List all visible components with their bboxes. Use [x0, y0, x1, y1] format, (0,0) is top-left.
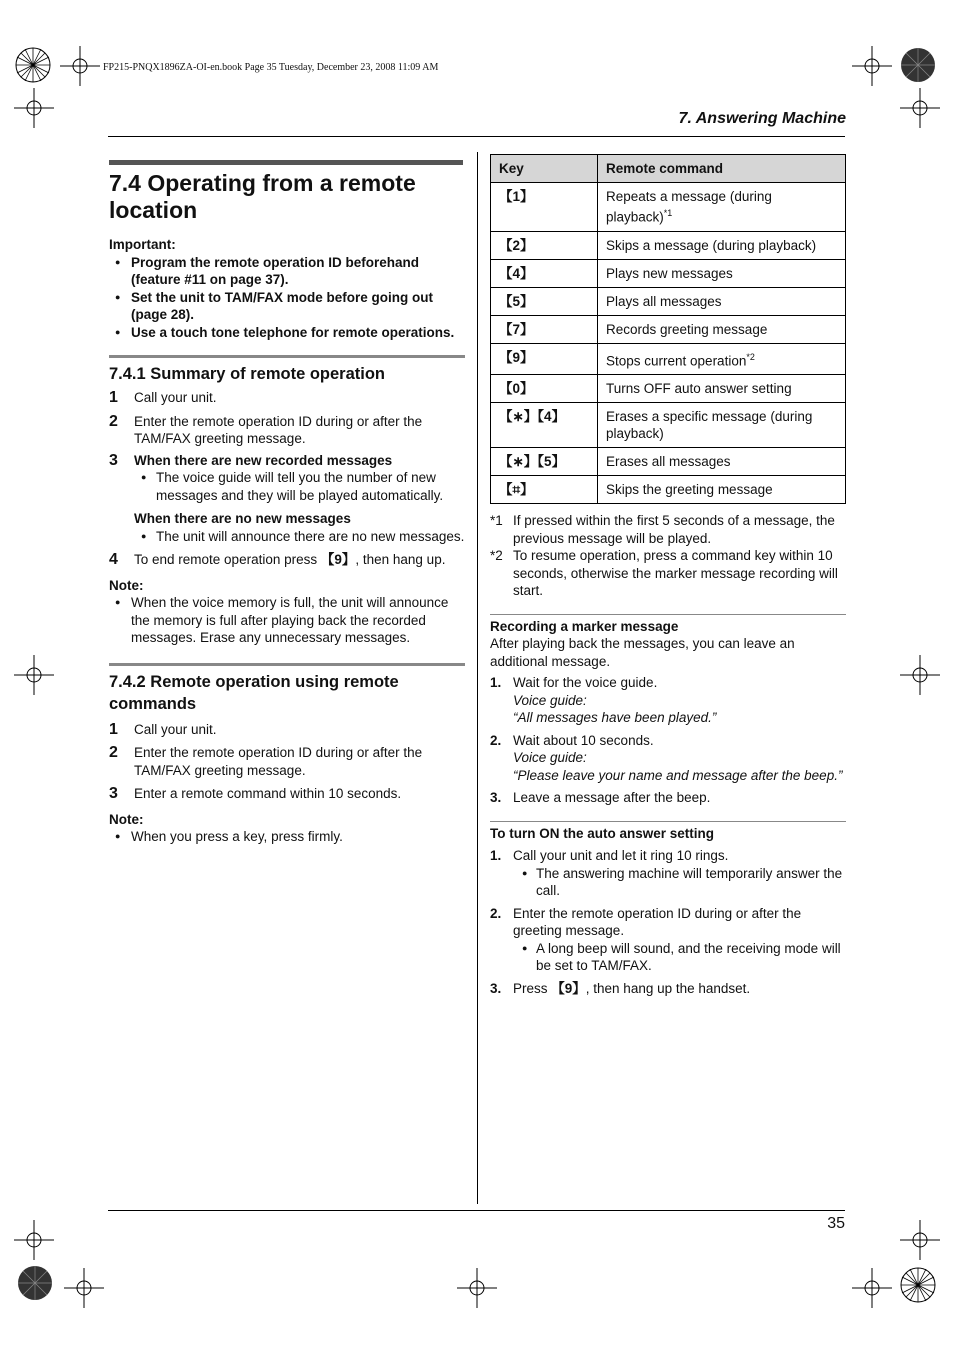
table-header-row	[491, 155, 846, 183]
table-row	[491, 476, 846, 504]
summary-bullet: ● The unit will announce there are no new messages.	[109, 528, 465, 546]
key-cell: 【9】	[491, 343, 598, 375]
command-cell: Skips the greeting message	[598, 476, 846, 504]
remote-command-table	[490, 154, 846, 504]
summary-step: 3 When there are new recorded messages	[109, 451, 393, 469]
crosshair-mark-icon	[457, 1268, 497, 1308]
table-row	[491, 231, 846, 259]
voice-guide-text: “All messages have been played.”	[513, 710, 717, 725]
table-row	[491, 403, 846, 448]
auto-answer-step: 2. Enter the remote operation ID during or after the greeting message.	[490, 905, 802, 938]
registration-mark-icon	[898, 1265, 938, 1305]
table-row	[491, 343, 846, 375]
summary-subheading: When there are no new messages	[134, 511, 351, 526]
key-cell: 【∗】【5】	[491, 448, 598, 476]
command-cell: Skips a message (during playback)	[598, 231, 846, 259]
summary-step: 1 Call your unit.	[109, 389, 217, 406]
command-cell: Records greeting message	[598, 315, 846, 343]
auto-answer-step: 3. Press 【9】, then hang up the handset.	[490, 980, 751, 996]
table-header-command: Remote command	[598, 155, 846, 183]
important-label: Important:	[109, 237, 176, 252]
crosshair-mark-icon	[14, 655, 54, 695]
voice-guide-label: Voice guide:	[513, 750, 587, 765]
commands-step: 3 Enter a remote command within 10 seconds.	[109, 785, 402, 802]
note-label: Note:	[109, 577, 144, 593]
crosshair-mark-icon	[64, 1268, 104, 1308]
table-row	[491, 287, 846, 315]
auto-answer-bullet: ● The answering machine will temporarily answer the call.	[490, 865, 846, 900]
registration-mark-icon	[15, 1263, 55, 1303]
marker-step: 3. Leave a message after the beep.	[490, 790, 711, 805]
footer-rule	[108, 1210, 845, 1211]
left-column	[109, 170, 465, 846]
table-row	[491, 259, 846, 287]
chapter-title: 7. Answering Machine	[678, 110, 846, 127]
auto-answer-bullet: ● A long beep will sound, and the receiving mode will be set to TAM/FAX.	[490, 940, 846, 975]
print-info: FP215-PNQX1896ZA-OI-en.book Page 35 Tuesday, December 23, 2008 11:09 AM	[103, 62, 439, 73]
voice-guide-label: Voice guide:	[513, 692, 587, 708]
subsection-title: 7.4.2 Remote operation using remote commands	[109, 672, 399, 713]
key-cell: 【4】	[491, 259, 598, 287]
page-number: 35	[827, 1215, 845, 1232]
command-cell: Stops current operation$^{*2}$	[598, 343, 846, 375]
summary-step: 4 To end remote operation press 【9】, then hang up.	[109, 551, 446, 568]
crosshair-mark-icon	[900, 88, 940, 128]
registration-mark-icon	[13, 45, 53, 85]
subsection-title: 7.4.1 Summary of remote operation	[109, 365, 385, 383]
summary-bullet: ● The voice guide will tell you the number of new messages and they will be played automatically.	[109, 469, 465, 504]
crosshair-mark-icon	[852, 1268, 892, 1308]
table-row	[491, 375, 846, 403]
registration-mark-icon	[898, 45, 938, 85]
command-cell: Turns OFF auto answer setting	[598, 375, 846, 403]
voice-guide-text: “Please leave your name and message after the beep.”	[513, 767, 843, 783]
table-row	[491, 448, 846, 476]
auto-answer-title: To turn ON the auto answer setting	[490, 825, 715, 841]
marker-intro: After playing back the messages, you can leave an additional message.	[490, 636, 795, 669]
marker-step: 1. Wait for the voice guide.	[490, 675, 658, 690]
key-cell: 【0】	[491, 375, 598, 403]
auto-answer-step: 1. Call your unit and let it ring 10 rings.	[490, 848, 729, 863]
summary-step: 2 Enter the remote operation ID during or after the TAM/FAX greeting message.	[109, 412, 423, 446]
important-item: ● Program the remote operation ID beforehand (feature #11 on page 37).	[109, 254, 465, 289]
table-row	[491, 183, 846, 232]
marker-step: 2. Wait about 10 seconds.	[490, 732, 654, 748]
command-cell: Erases all messages	[598, 448, 846, 476]
column-divider	[477, 152, 478, 1204]
key-cell: 【∗】【4】	[491, 403, 598, 448]
key-cell: 【5】	[491, 287, 598, 315]
key-cell: 【⌗】	[491, 476, 598, 504]
crosshair-mark-icon	[900, 1220, 940, 1260]
table-header-key: Key	[491, 155, 598, 183]
footnote: *2 To resume operation, press a command key within 10 seconds, otherwise the marker message recording will start.	[490, 548, 838, 598]
crosshair-mark-icon	[60, 46, 100, 86]
commands-step: 1 Call your unit.	[109, 720, 217, 738]
section-bar	[109, 160, 463, 165]
section-title: 7.4 Operating from a remote location	[109, 170, 416, 223]
command-cell: Plays all messages	[598, 287, 846, 315]
table-row	[491, 315, 846, 343]
command-cell: Repeats a message (during playback)$^{*1}$	[598, 183, 846, 232]
key-cell: 【2】	[491, 231, 598, 259]
crosshair-mark-icon	[14, 88, 54, 128]
right-column	[490, 154, 846, 997]
footnote: *1 If pressed within the first 5 seconds of a message, the previous message will be played.	[490, 513, 835, 546]
crosshair-mark-icon	[14, 1220, 54, 1260]
command-cell: Erases a specific message (during playback)	[598, 403, 846, 448]
marker-title: Recording a marker message	[490, 618, 679, 634]
note-bullet: ● When you press a key, press firmly.	[109, 828, 465, 846]
note-bullet: ● When the voice memory is full, the unit will announce the memory is full after playing back the recorded messages. Erase any unnecessary messages.	[109, 594, 465, 647]
important-item: ● Set the unit to TAM/FAX mode before going out (page 28).	[109, 289, 465, 324]
header-rule	[108, 136, 845, 137]
crosshair-mark-icon	[852, 46, 892, 86]
key-cell: 【1】	[491, 183, 598, 232]
key-cell: 【7】	[491, 315, 598, 343]
note-label: Note:	[109, 811, 144, 827]
crosshair-mark-icon	[900, 655, 940, 695]
important-item: ● Use a touch tone telephone for remote operations.	[109, 324, 465, 342]
command-cell: Plays new messages	[598, 259, 846, 287]
commands-step: 2 Enter the remote operation ID during or after the TAM/FAX greeting message.	[109, 744, 423, 778]
